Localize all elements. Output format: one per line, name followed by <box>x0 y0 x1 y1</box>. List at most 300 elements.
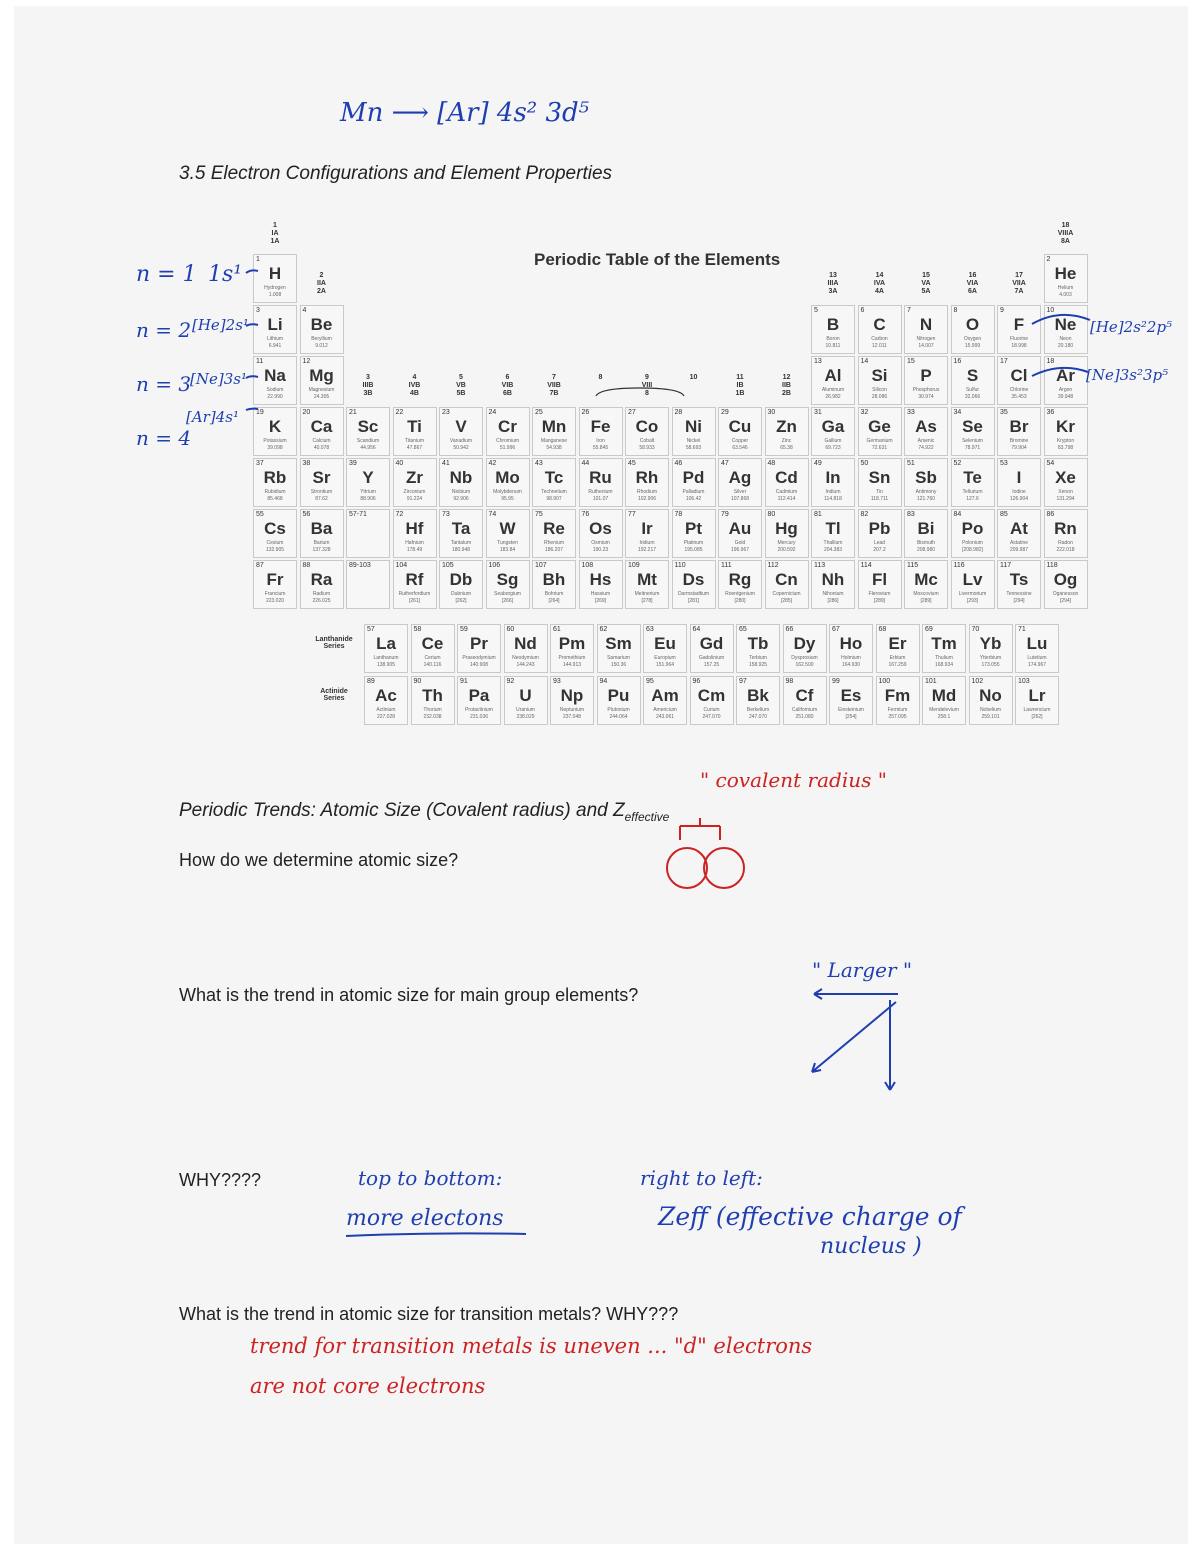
arrow-diagonal-icon <box>812 1002 896 1072</box>
atomic-weight: 14.007 <box>918 343 934 349</box>
atomic-number: 13 <box>814 358 822 365</box>
element-symbol: As <box>915 417 937 436</box>
atomic-weight: 6.941 <box>268 343 282 349</box>
element-symbol: Og <box>1053 570 1078 589</box>
atomic-number: 48 <box>767 460 776 467</box>
element-symbol: W <box>499 519 516 538</box>
element-symbol: Sb <box>915 468 937 487</box>
atomic-number: 89 <box>367 678 375 685</box>
atomic-weight: 258.1 <box>937 714 951 720</box>
atomic-weight: 40.078 <box>313 445 330 451</box>
element-symbol: Xe <box>1055 468 1076 487</box>
element-symbol: Sr <box>312 468 331 487</box>
atomic-number: 69 <box>925 626 933 633</box>
element-symbol: Ru <box>589 468 612 487</box>
atomic-number: 85 <box>1000 511 1008 518</box>
atomic-number: 18 <box>1046 358 1055 365</box>
group-header-10: 10 <box>689 374 698 381</box>
atomic-weight: 257.095 <box>888 714 907 720</box>
element-name: Zinc <box>781 438 792 444</box>
atomic-number: 45 <box>628 460 636 467</box>
atomic-weight: 101.07 <box>592 496 609 502</box>
atomic-weight: 167.259 <box>888 662 907 668</box>
element-symbol: Sm <box>605 634 632 653</box>
element-symbol: Zn <box>776 417 797 436</box>
atomic-weight: 30.974 <box>918 394 934 400</box>
element-name: Ruthenium <box>588 489 613 495</box>
element-symbol: Se <box>962 417 983 436</box>
element-name: Rhodium <box>636 489 657 495</box>
element-name: Oxygen <box>963 336 982 342</box>
element-name: Gold <box>734 540 746 546</box>
atomic-weight: 259.101 <box>981 714 1000 720</box>
atomic-weight: 222.018 <box>1056 547 1075 553</box>
periodic-table-title: Periodic Table of the Elements <box>534 250 781 269</box>
atomic-weight: [281] <box>687 598 700 604</box>
atomic-number: 26 <box>581 409 590 416</box>
element-symbol: Bh <box>542 570 566 589</box>
group-header-14: 14 IVA 4A <box>873 272 886 295</box>
atomic-weight: 173.055 <box>981 662 1000 668</box>
atomic-weight: 10.811 <box>825 343 841 349</box>
atomic-weight: 51.996 <box>499 445 516 451</box>
element-name: Seaborgium <box>494 591 521 597</box>
element-symbol: P <box>920 366 932 385</box>
element-symbol: Li <box>267 315 283 334</box>
atomic-weight: [289] <box>873 598 886 604</box>
element-name: Hassium <box>590 591 611 597</box>
element-symbol: Ti <box>407 417 422 436</box>
atomic-number: 59 <box>460 626 468 633</box>
element-symbol: Sg <box>496 570 519 589</box>
element-symbol: Tc <box>544 468 564 487</box>
element-symbol: Es <box>840 686 862 705</box>
element-symbol: Ir <box>641 519 653 538</box>
element-symbol: Be <box>310 315 333 334</box>
n4-config-note: [Ar]4s¹ <box>186 408 239 426</box>
atomic-number: 91 <box>460 678 468 685</box>
element-symbol: Ta <box>451 519 471 538</box>
element-symbol: Os <box>589 519 612 538</box>
element-name: Aluminum <box>821 387 845 393</box>
atomic-number: 10 <box>1046 307 1055 314</box>
element-symbol: Hf <box>405 519 424 538</box>
atomic-number: 39 <box>349 460 357 467</box>
atomic-weight: 12.011 <box>872 343 887 349</box>
element-symbol: N <box>919 315 933 334</box>
atomic-weight: 126.904 <box>1009 496 1029 502</box>
atomic-weight: 95.95 <box>501 496 514 502</box>
element-name: Thallium <box>823 540 843 546</box>
atomic-number: 6 <box>860 307 865 314</box>
element-name: Copper <box>731 438 749 444</box>
atomic-weight: 112.414 <box>777 496 796 502</box>
atomic-weight: 69.723 <box>825 445 841 451</box>
element-name: Sodium <box>266 387 284 393</box>
atomic-weight: 232.038 <box>423 714 442 720</box>
atomic-weight: 15.999 <box>964 343 981 349</box>
element-symbol: Nb <box>449 468 473 487</box>
element-symbol: Md <box>931 686 957 705</box>
element-name: Mendelevium <box>929 707 959 713</box>
atomic-number: 9 <box>1000 307 1004 314</box>
transition-note-line2: are not core electrons <box>250 1374 486 1398</box>
atomic-weight: 195.085 <box>684 547 703 553</box>
atomic-number: 14 <box>860 358 869 365</box>
element-name: Molybdenum <box>493 489 522 495</box>
atomic-weight: 79.904 <box>1011 445 1027 451</box>
atomic-number: 100 <box>878 678 891 685</box>
atomic-weight: 20.180 <box>1057 343 1074 349</box>
atomic-number: 56 <box>302 511 311 518</box>
n3-config-note: [Ne]3s¹ <box>190 370 247 388</box>
element-symbol: S <box>966 366 979 385</box>
element-name: Titanium <box>405 438 424 444</box>
k-pointer-stroke <box>246 409 258 410</box>
element-name: Lanthanum <box>373 655 399 661</box>
element-name: Neon <box>1059 336 1072 342</box>
atomic-weight: 39.098 <box>267 445 283 451</box>
element-name: Polonium <box>962 540 983 546</box>
atomic-number: 19 <box>256 409 264 416</box>
element-name: Hafnium <box>405 540 424 546</box>
element-symbol: Cf <box>795 686 814 705</box>
atomic-weight: 87.62 <box>315 496 328 502</box>
atomic-number: 49 <box>814 460 822 467</box>
atomic-weight: 121.760 <box>916 496 936 502</box>
atomic-number: 60 <box>506 626 515 633</box>
atomic-number: 38 <box>302 460 311 467</box>
atomic-number: 81 <box>814 511 822 518</box>
atomic-weight: 140.116 <box>423 662 442 668</box>
element-symbol: Ni <box>685 417 702 436</box>
atomic-number: 3 <box>256 307 260 314</box>
atomic-number: 102 <box>971 678 984 685</box>
atomic-number: 96 <box>692 678 701 685</box>
atomic-weight: 9.012 <box>315 343 328 349</box>
group-header-18: 18 VIIIA 8A <box>1057 222 1074 245</box>
atomic-number: 50 <box>860 460 869 467</box>
atomic-weight: 35.453 <box>1011 394 1027 400</box>
atomic-number: 87 <box>256 562 264 569</box>
atomic-number: 17 <box>1000 358 1008 365</box>
atomic-number: 24 <box>488 409 497 416</box>
atomic-number: 57-71 <box>349 511 367 518</box>
lanthanide-series-label: Lanthanide Series <box>315 636 353 650</box>
atomic-number: 113 <box>814 562 826 569</box>
atomic-number: 41 <box>442 460 450 467</box>
atomic-weight: [269] <box>594 598 607 604</box>
atomic-number: 66 <box>785 626 794 633</box>
element-name: Cerium <box>424 655 441 661</box>
element-symbol: Cs <box>264 519 286 538</box>
atomic-weight: 63.546 <box>732 445 748 451</box>
element-name: Neptunium <box>559 707 585 713</box>
element-name: Roentgenium <box>725 591 755 597</box>
element-name: Chromium <box>495 438 520 444</box>
element-name: Europium <box>654 655 676 661</box>
atomic-number: 117 <box>1000 562 1012 569</box>
atomic-number: 116 <box>953 562 965 569</box>
element-symbol: Lv <box>962 570 983 589</box>
atomic-weight: 247.070 <box>702 714 721 720</box>
n1-note: n = 1 <box>136 262 197 287</box>
element-name: Technetium <box>541 489 567 495</box>
atomic-number: 101 <box>925 678 937 685</box>
atomic-number: 107 <box>535 562 547 569</box>
element-name: Astatine <box>1009 540 1029 546</box>
element-symbol: F <box>1013 315 1025 334</box>
element-name: Dubnium <box>450 591 471 597</box>
element-name: Einsteinium <box>838 707 864 713</box>
atomic-number: 105 <box>442 562 454 569</box>
top-to-bottom-note: top to bottom: <box>358 1166 503 1190</box>
more-electrons-underline <box>346 1233 526 1236</box>
mn-configuration-note: Mn ⟶ [Ar] 4s² 3d⁵ <box>340 98 590 128</box>
group-header-17: 17 VIIA 7A <box>1012 272 1026 295</box>
element-symbol: B <box>826 315 840 334</box>
element-name: Calcium <box>312 438 331 444</box>
atomic-weight: 85.468 <box>267 496 283 502</box>
group-header-16: 16 VIA 6A <box>966 272 979 295</box>
element-name: Berkelium <box>746 707 770 713</box>
element-symbol: Pb <box>868 519 891 538</box>
zeff-note-line1: Zeff (effective charge of <box>658 1202 962 1231</box>
atomic-weight: 18.998 <box>1011 343 1027 349</box>
n2-config-note: [He]2s¹ <box>192 316 249 334</box>
atomic-weight: 209.987 <box>1009 547 1029 553</box>
group-header-13: 13 IIIA 3A <box>827 272 839 295</box>
element-name: Gadolinium <box>698 655 725 661</box>
element-name: Bohrium <box>544 591 564 597</box>
element-symbol: Y <box>362 468 374 487</box>
atomic-weight: 196.967 <box>730 547 750 553</box>
element-symbol: Ar <box>1056 366 1075 385</box>
atomic-number: 36 <box>1046 409 1055 416</box>
element-name: Uranium <box>516 707 535 713</box>
element-name: Xenon <box>1058 489 1073 495</box>
trends-heading-text: Periodic Trends: Atomic Size (Covalent radius) and Z <box>179 800 625 821</box>
atomic-weight: 144.913 <box>562 662 582 668</box>
element-symbol: Yb <box>979 634 1002 653</box>
atomic-weight: 118.711 <box>870 496 889 502</box>
atomic-weight: 22.990 <box>267 394 283 400</box>
atomic-number: 4 <box>302 307 307 314</box>
atomic-number: 46 <box>674 460 683 467</box>
atomic-weight: 223.020 <box>265 598 285 604</box>
element-symbol: Au <box>728 519 752 538</box>
element-name: Rutherfordium <box>398 591 431 597</box>
li-pointer-stroke <box>246 324 258 326</box>
atomic-weight: 26.982 <box>825 394 841 400</box>
atomic-number: 111 <box>721 562 732 569</box>
atomic-number: 65 <box>739 626 747 633</box>
element-name: Zirconium <box>403 489 426 495</box>
atomic-weight: 140.908 <box>469 662 489 668</box>
atomic-number: 21 <box>349 409 357 416</box>
atomic-weight: 72.631 <box>871 445 888 451</box>
atomic-number: 93 <box>553 678 561 685</box>
atomic-number: 16 <box>953 358 962 365</box>
element-symbol: Db <box>449 570 473 589</box>
element-symbol: Er <box>888 634 907 653</box>
atomic-weight: 162.500 <box>795 662 814 668</box>
element-symbol: Ge <box>868 417 891 436</box>
atomic-number: 40 <box>395 460 404 467</box>
atomic-weight: [254] <box>845 714 857 720</box>
atomic-weight: 32.066 <box>964 394 981 400</box>
element-symbol: Nh <box>821 570 845 589</box>
element-symbol: I <box>1016 468 1022 487</box>
element-symbol: Mc <box>914 570 938 589</box>
element-symbol: Cm <box>697 686 726 705</box>
element-symbol: In <box>825 468 841 487</box>
atomic-weight: 28.086 <box>871 394 888 400</box>
element-symbol: Ne <box>1054 315 1077 334</box>
element-symbol: Fm <box>884 686 911 705</box>
atomic-weight: 39.948 <box>1057 394 1074 400</box>
atomic-number: 74 <box>488 511 497 518</box>
element-symbol: Sn <box>868 468 891 487</box>
element-symbol: No <box>979 686 1002 705</box>
group-header-9: 9 VIII 8 <box>641 374 653 397</box>
section-title: 3.5 Electron Configurations and Element Properties <box>179 163 613 184</box>
atomic-weight: 157.25 <box>703 662 720 668</box>
atomic-number: 54 <box>1046 460 1055 467</box>
element-name: Indium <box>825 489 841 495</box>
atomic-number: 12 <box>302 358 311 365</box>
element-name: Darmstadtium <box>677 591 710 597</box>
atomic-number: 104 <box>395 562 408 569</box>
atomic-weight: 58.933 <box>639 445 655 451</box>
atomic-weight: [261] <box>408 598 421 604</box>
atomic-number: 23 <box>442 409 450 416</box>
group-header-3: 3 IIIB 3B <box>362 374 374 397</box>
element-name: Flerovium <box>868 591 891 597</box>
atomic-weight: [285] <box>780 598 793 604</box>
atomic-weight: 168.934 <box>934 662 954 668</box>
question-transition-trend: What is the trend in atomic size for transition metals? WHY??? <box>179 1304 679 1324</box>
atomic-weight: 227.028 <box>376 714 396 720</box>
atomic-weight: 106.42 <box>685 496 702 502</box>
element-name: Cobalt <box>639 438 655 444</box>
atomic-weight: [208.982] <box>962 547 983 553</box>
atomic-number: 30 <box>767 409 776 416</box>
atomic-weight: [264] <box>548 598 560 604</box>
element-symbol: Np <box>560 686 584 705</box>
element-name: Selenium <box>962 438 983 444</box>
element-name: Silicon <box>872 387 887 393</box>
element-symbol: Ca <box>310 417 333 436</box>
atomic-number: 71 <box>1018 626 1026 633</box>
atomic-weight: 208.980 <box>916 547 936 553</box>
element-name: Manganese <box>540 438 568 444</box>
element-symbol: Ds <box>682 570 705 589</box>
na-pointer-stroke <box>246 376 258 378</box>
element-name: Erbium <box>889 655 906 661</box>
element-symbol: Co <box>635 417 659 436</box>
element-name: Chlorine <box>1009 387 1029 393</box>
element-name: Osmium <box>591 540 610 546</box>
atomic-number: 34 <box>953 409 962 416</box>
atomic-weight: 180.948 <box>451 547 471 553</box>
element-symbol: Mo <box>495 468 520 487</box>
atomic-number: 103 <box>1018 678 1030 685</box>
element-name: Plutonium <box>607 707 630 713</box>
element-name: Carbon <box>871 336 888 342</box>
element-name: Copernicium <box>772 591 801 597</box>
atomic-number: 94 <box>599 678 608 685</box>
element-symbol: Zr <box>406 468 423 487</box>
element-name: Sulfur <box>965 387 980 393</box>
n1-config-note: 1s¹ <box>208 262 243 287</box>
atomic-weight: 247.070 <box>748 714 768 720</box>
atomic-number: 37 <box>256 460 264 467</box>
transition-note-line1: trend for transition metals is uneven ... "d" electrons <box>250 1334 813 1358</box>
atomic-number: 33 <box>907 409 915 416</box>
atomic-weight: 207.2 <box>873 547 886 553</box>
element-symbol: Te <box>963 468 982 487</box>
element-symbol: Eu <box>654 634 676 653</box>
element-symbol: Lr <box>1028 686 1046 705</box>
element-name: Silver <box>733 489 747 495</box>
element-symbol: Gd <box>699 634 724 653</box>
atomic-number: 58 <box>413 626 422 633</box>
n2-note: n = 2 <box>136 318 192 342</box>
trends-heading-subscript: effective <box>624 809 670 824</box>
element-symbol: La <box>376 634 396 653</box>
group-header-2: 2 IIA 2A <box>317 272 326 295</box>
group-header-15: 15 VA 5A <box>921 272 931 295</box>
element-name: Moscovium <box>913 591 939 597</box>
element-name: Germanium <box>866 438 893 444</box>
atomic-number: 88 <box>302 562 311 569</box>
group-header-4: 4 IVB 4B <box>408 374 421 397</box>
atomic-weight: 55.845 <box>592 445 609 451</box>
atomic-weight: [294] <box>1059 598 1072 604</box>
element-symbol: Mn <box>541 417 567 436</box>
element-name: Iridium <box>639 540 655 546</box>
element-name: Tennessine <box>1006 591 1032 597</box>
atomic-number: 43 <box>535 460 543 467</box>
atomic-number: 2 <box>1046 256 1051 263</box>
element-name: Vanadium <box>449 438 473 444</box>
element-symbol: Ce <box>421 634 444 653</box>
element-symbol: H <box>268 264 282 283</box>
element-symbol: Dy <box>793 634 816 653</box>
arrow-left-icon <box>814 989 898 999</box>
atomic-number: 106 <box>488 562 501 569</box>
atomic-weight: 47.867 <box>406 445 423 451</box>
element-symbol: Am <box>651 686 679 705</box>
element-symbol: He <box>1054 264 1077 283</box>
atomic-number: 28 <box>674 409 683 416</box>
atom-circle-left-icon <box>667 848 707 888</box>
atomic-number: 92 <box>506 678 515 685</box>
element-name: Arsenic <box>917 438 935 444</box>
element-symbol: Re <box>543 519 565 538</box>
element-symbol: Kr <box>1056 417 1075 436</box>
atomic-number: 86 <box>1046 511 1055 518</box>
element-name: Helium <box>1057 285 1074 291</box>
atomic-number: 76 <box>581 511 590 518</box>
ar-pointer-stroke <box>1032 368 1088 376</box>
element-symbol: Fe <box>590 417 611 436</box>
element-name: Americium <box>653 707 677 713</box>
element-name: Nickel <box>686 438 701 444</box>
zeff-note-line2: nucleus ) <box>820 1234 922 1259</box>
ne-config-note: [He]2s²2p⁵ <box>1090 318 1173 336</box>
